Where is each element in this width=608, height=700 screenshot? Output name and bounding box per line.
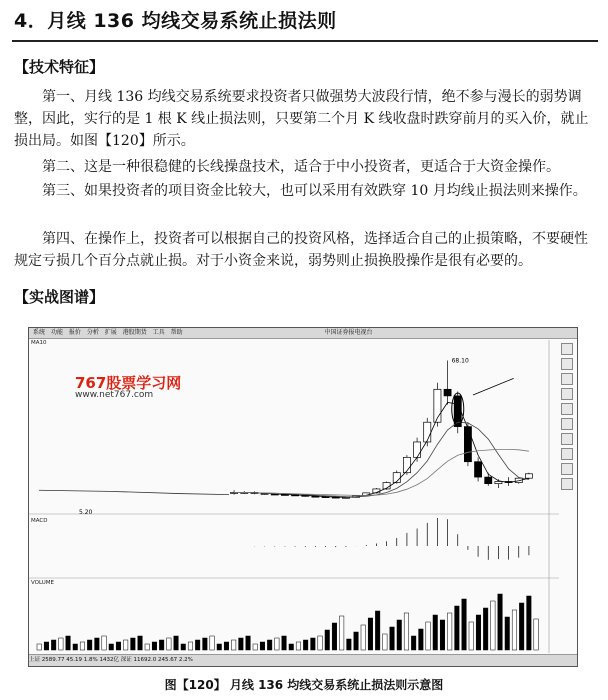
menu-item[interactable]: 功能 [50, 329, 63, 336]
volume-bar [433, 615, 438, 650]
volume-bar [419, 629, 424, 650]
volume-bar [246, 636, 251, 650]
moving-average-line [234, 449, 529, 495]
volume-bar [447, 613, 452, 650]
page-title: 4．月线 136 均线交易系统止损法则 [14, 10, 337, 32]
menu-item[interactable]: 分析 [86, 329, 99, 336]
volume-bar [37, 644, 42, 650]
candle-body [495, 481, 502, 483]
volume-bar [217, 644, 222, 650]
volume-bar [498, 594, 503, 650]
volume-bar [296, 642, 301, 650]
volume-bar [80, 642, 85, 650]
annotation-arrow [473, 378, 514, 395]
volume-bar [476, 615, 481, 650]
volume-bar [390, 627, 395, 650]
volume-bar [303, 640, 308, 650]
menu-item[interactable]: 帮助 [170, 329, 183, 336]
watermark-url: www.net767.com [75, 390, 154, 400]
volume-bar [397, 620, 402, 650]
paragraph-2: 第二、这是一种很稳健的长线操盘技术，适合于中小投资者，更适合于大资金操作。 [42, 159, 560, 175]
volume-bar [311, 638, 316, 650]
broker-title: 中国证券报电视台 [324, 329, 373, 336]
volume-bar [289, 644, 294, 650]
volume-bar [440, 620, 445, 650]
volume-bar [203, 638, 208, 650]
volume-bar [123, 640, 128, 650]
volume-bar [167, 638, 172, 650]
volume-bar [354, 632, 359, 650]
menu-item[interactable]: 系统 [33, 329, 46, 336]
volume-bar [383, 634, 388, 650]
volume-bar [483, 608, 488, 650]
candle-body [485, 477, 492, 484]
volume-bar [411, 636, 416, 650]
status-bar: 上证 2589.77 45.19 1.8% 1432亿 深证 11692.0 245.67 2.2% [29, 654, 577, 666]
volume-panel-label: VOLUME [31, 580, 55, 586]
menu-item[interactable]: 工具 [152, 329, 165, 336]
volume-bar [152, 642, 157, 650]
volume-bar [404, 613, 409, 650]
volume-bar [527, 596, 532, 650]
volume-bar [318, 636, 323, 650]
volume-bar [253, 644, 258, 650]
volume-bar [455, 606, 460, 650]
candle-body [464, 427, 471, 462]
volume-bar [102, 636, 107, 650]
volume-bar [505, 617, 510, 650]
volume-bar [491, 601, 496, 650]
volume-bar [195, 640, 200, 650]
volume-bar [210, 636, 215, 650]
chart-figure [28, 327, 578, 667]
volume-bar [534, 619, 539, 650]
volume-bar [174, 636, 179, 650]
volume-bar [426, 622, 431, 650]
volume-bar [339, 616, 344, 650]
volume-bar [332, 623, 337, 650]
volume-bar [131, 638, 136, 650]
volume-bar [116, 642, 121, 650]
peak-price-label: 68.10 [451, 357, 469, 365]
volume-bar [159, 640, 164, 650]
volume-bar [375, 611, 380, 650]
section-chart: 【实战图谱】 [14, 288, 105, 306]
section-tech: 【技术特征】 [14, 58, 105, 76]
paragraph-4: 第四、在操作上，投资者可以根据自己的投资风格，选择适合自己的止损策略，不要硬性规定亏损几个百分点就止损。对于小资金来说，弱势则止损换股操作是很有必要的。 [14, 231, 588, 269]
volume-bar [66, 636, 71, 650]
candle-body [525, 474, 532, 478]
volume-bar [145, 644, 150, 650]
figure-caption: 图【120】 月线 136 均线交易系统止损法则示意图 [164, 678, 444, 692]
volume-bar [325, 630, 330, 650]
volume-bar [95, 638, 100, 650]
watermark-logo: 767股票学习网 [75, 374, 182, 392]
candle-body [444, 389, 451, 396]
low-price-label: 5.20 [79, 509, 93, 516]
macd-panel-label: MACD [31, 518, 48, 524]
volume-bar [469, 622, 474, 650]
volume-bar [462, 599, 467, 650]
volume-bar [347, 639, 352, 650]
volume-bar [87, 640, 92, 650]
volume-bar [181, 644, 186, 650]
menu-item[interactable]: 报价 [68, 329, 81, 336]
volume-bar [73, 644, 78, 650]
volume-bar [188, 642, 193, 650]
volume-bar [59, 638, 64, 650]
menu-item[interactable]: 港股期货 [122, 329, 147, 336]
volume-bar [260, 642, 265, 650]
volume-bar [109, 644, 114, 650]
title-rule [12, 40, 598, 42]
candle-body [475, 462, 482, 477]
paragraph-1: 第一、月线 136 均线交易系统要求投资者只做强势大波段行情，绝不参与漫长的弱势调整，因此，实行的是 1 根 K 线止损法则，只要第二个月 K 线收盘时跌穿前月的买入价，就止损出局。如图【120】所示。 [14, 89, 589, 149]
paragraph-3: 第三、如果投资者的项目资金比较大，也可以采用有效跌穿 10 月均线止损法则来操作。 [42, 183, 587, 199]
volume-bar [361, 625, 366, 650]
menu-item[interactable]: 扩展 [104, 329, 117, 336]
volume-bar [368, 618, 373, 650]
candlestick-chart [29, 328, 577, 666]
moving-average-line [234, 422, 529, 497]
volume-bar [51, 640, 56, 650]
volume-bar [224, 642, 229, 650]
volume-bar [239, 638, 244, 650]
volume-bar [512, 610, 517, 650]
candle-body [414, 442, 421, 457]
volume-bar [282, 636, 287, 650]
price-panel-label: MA10 [31, 340, 47, 346]
volume-bar [519, 603, 524, 650]
volume-bar [138, 636, 143, 650]
volume-bar [231, 640, 236, 650]
volume-bar [275, 638, 280, 650]
volume-bar [44, 642, 49, 650]
candle-body [424, 422, 431, 442]
moving-average-line [39, 490, 229, 494]
volume-bar [267, 640, 272, 650]
